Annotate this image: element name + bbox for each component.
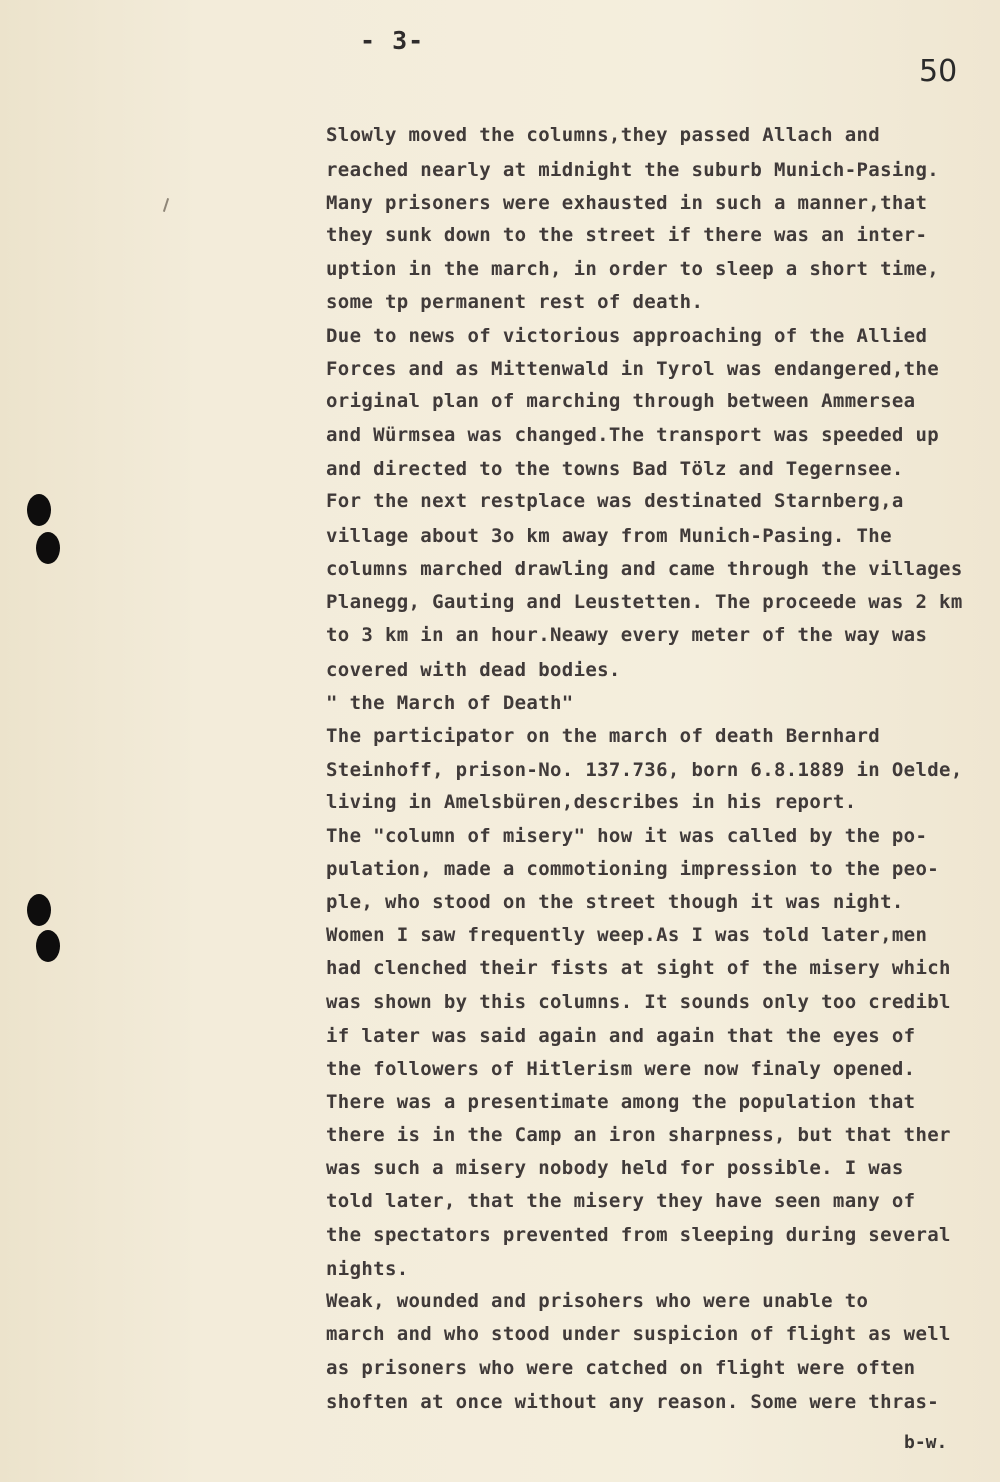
continuation-mark: b-w. — [904, 1432, 948, 1453]
text-line: had clenched their fists at sight of the misery which — [326, 957, 951, 979]
text-line: if later was said again and again that the eyes of — [326, 1025, 916, 1047]
text-line: was shown by this columns. It sounds only too credibl — [326, 991, 951, 1013]
text-line: uption in the march, in order to sleep a short time, — [326, 258, 940, 280]
text-line: There was a presentimate among the population that — [326, 1091, 916, 1113]
text-line: as prisoners who were catched on flight were often — [326, 1357, 916, 1379]
text-line: Planegg, Gauting and Leustetten. The proceede was 2 km — [326, 591, 963, 613]
text-line: The participator on the march of death Bernhard — [326, 725, 881, 747]
text-line: nights. — [326, 1258, 409, 1280]
text-line: march and who stood under suspicion of flight as well — [326, 1323, 951, 1345]
text-line: and directed to the towns Bad Tölz and Tegernsee. — [326, 458, 904, 480]
text-line: columns marched drawling and came through the villages — [326, 558, 963, 580]
text-line: living in Amelsbüren,describes in his report. — [326, 791, 857, 813]
text-line: Steinhoff, prison-No. 137.736, born 6.8.1889 in Oelde, — [326, 759, 963, 781]
text-line: some tp permanent rest of death. — [326, 291, 704, 313]
text-line: For the next restplace was destinated Starnberg,a — [326, 490, 904, 512]
text-line: pulation, made a commotioning impression to the peo- — [326, 858, 940, 880]
punch-hole-mark — [27, 494, 51, 526]
text-line: covered with dead bodies. — [326, 659, 621, 681]
text-line: The "column of misery" how it was called by the po- — [326, 825, 928, 847]
text-line: and Würmsea was changed.The transport was speeded up — [326, 424, 940, 446]
text-line: " the March of Death" — [326, 692, 574, 714]
text-line: was such a misery nobody held for possible. I was — [326, 1157, 904, 1179]
text-line: shoften at once without any reason. Some were thras- — [326, 1391, 940, 1413]
text-line: ple, who stood on the street though it was night. — [326, 891, 904, 913]
text-line: Weak, wounded and prisohers who were unable to — [326, 1290, 869, 1312]
text-line: Women I saw frequently weep.As I was told later,men — [326, 924, 928, 946]
text-line: to 3 km in an hour.Neawy every meter of the way was — [326, 624, 928, 646]
text-line: the followers of Hitlerism were now finaly opened. — [326, 1058, 916, 1080]
text-line: told later, that the misery they have seen many of — [326, 1190, 916, 1212]
text-line: there is in the Camp an iron sharpness, but that ther — [326, 1124, 951, 1146]
punch-hole-mark — [27, 894, 51, 926]
punch-hole-mark — [36, 532, 60, 564]
punch-hole-mark — [36, 930, 60, 962]
page-marker: - 3- — [360, 26, 425, 55]
text-line: reached nearly at midnight the suburb Munich-Pasing. — [326, 159, 940, 181]
text-line: Many prisoners were exhausted in such a manner,that — [326, 192, 928, 214]
text-line: the spectators prevented from sleeping during several — [326, 1224, 951, 1246]
text-line: village about 3o km away from Munich-Pasing. The — [326, 525, 892, 547]
text-line: Due to news of victorious approaching of the Allied — [326, 325, 928, 347]
text-line: they sunk down to the street if there was an inter- — [326, 224, 928, 246]
text-line: Slowly moved the columns,they passed Allach and — [326, 124, 881, 146]
text-line: Forces and as Mittenwald in Tyrol was endangered,the — [326, 358, 940, 380]
stray-pencil-mark — [163, 198, 169, 212]
text-line: original plan of marching through between Ammersea — [326, 390, 916, 412]
archive-page-number: 50 — [919, 54, 958, 89]
